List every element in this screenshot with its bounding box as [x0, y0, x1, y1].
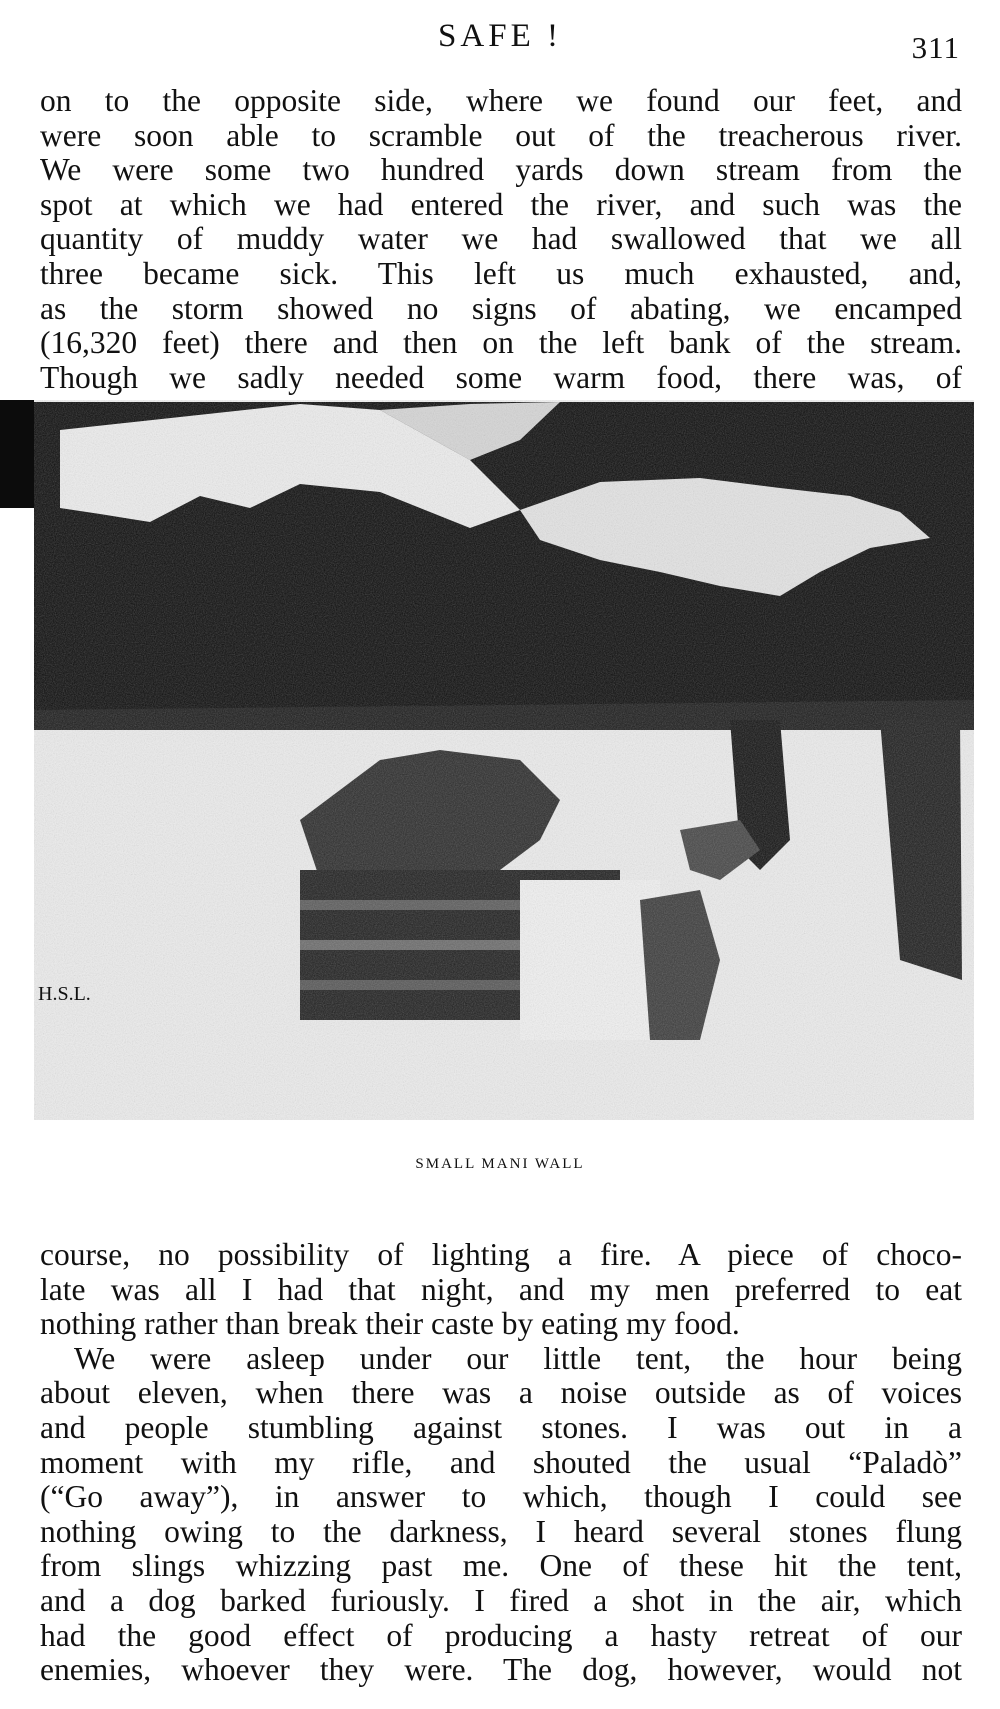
text-line: (“Go away”), in answer to which, though I could see — [40, 1479, 962, 1515]
artist-signature: H.S.L. — [38, 983, 91, 1005]
text-line: about eleven, when there was a noise outside as of voices — [40, 1375, 962, 1411]
page-edge-shadow — [0, 400, 34, 508]
text-line: We were asleep under our little tent, the hour being — [74, 1340, 962, 1376]
photo-grain — [34, 400, 974, 1120]
text-line: nothing rather than break their caste by eating my food. — [40, 1306, 740, 1342]
paragraph — [40, 1342, 962, 1688]
paragraph — [40, 1238, 962, 1342]
running-title: SAFE ! — [438, 18, 562, 54]
text-line: course, no possibility of lighting a fire. A piece of choco- — [40, 1237, 962, 1272]
text-line: on to the opposite side, where we found our feet, and — [40, 83, 962, 118]
text-line: spot at which we had entered the river, and such was the — [40, 186, 962, 222]
text-line: We were some two hundred yards down stream from the — [40, 152, 962, 188]
text-line: Though we sadly needed some warm food, there was, of — [40, 359, 962, 395]
text-line: three became sick. This left us much exhausted, and, — [40, 255, 962, 291]
page-number: 311 — [911, 30, 960, 65]
body-text-top — [40, 84, 962, 395]
text-line: quantity of muddy water we had swallowed that we all — [40, 221, 962, 257]
text-line: late was all I had that night, and my men preferred to eat — [40, 1271, 962, 1307]
text-line: and people stumbling against stones. I was out in a — [40, 1409, 962, 1445]
text-line: as the storm showed no signs of abating, we encamped — [40, 290, 962, 326]
mani-wall-photograph — [0, 400, 1000, 1140]
body-text-bottom — [40, 1238, 962, 1688]
text-line: from slings whizzing past me. One of these hit the tent, — [40, 1548, 962, 1584]
text-line: nothing owing to the darkness, I heard several stones flung — [40, 1513, 962, 1549]
text-line: were soon able to scramble out of the treacherous river. — [40, 117, 962, 153]
text-line: enemies, whoever they were. The dog, however, would not — [40, 1652, 962, 1688]
text-line: (16,320 feet) there and then on the left bank of the stream. — [40, 325, 962, 361]
illustration-plate — [0, 400, 1000, 1140]
running-head — [40, 18, 960, 68]
text-line: moment with my rifle, and shouted the usual “Paladò” — [40, 1444, 962, 1480]
text-line: had the good effect of producing a hasty retreat of our — [40, 1617, 962, 1653]
text-line: and a dog barked furiously. I fired a shot in the air, which — [40, 1582, 962, 1618]
plate-caption: SMALL MANI WALL — [415, 1156, 585, 1172]
